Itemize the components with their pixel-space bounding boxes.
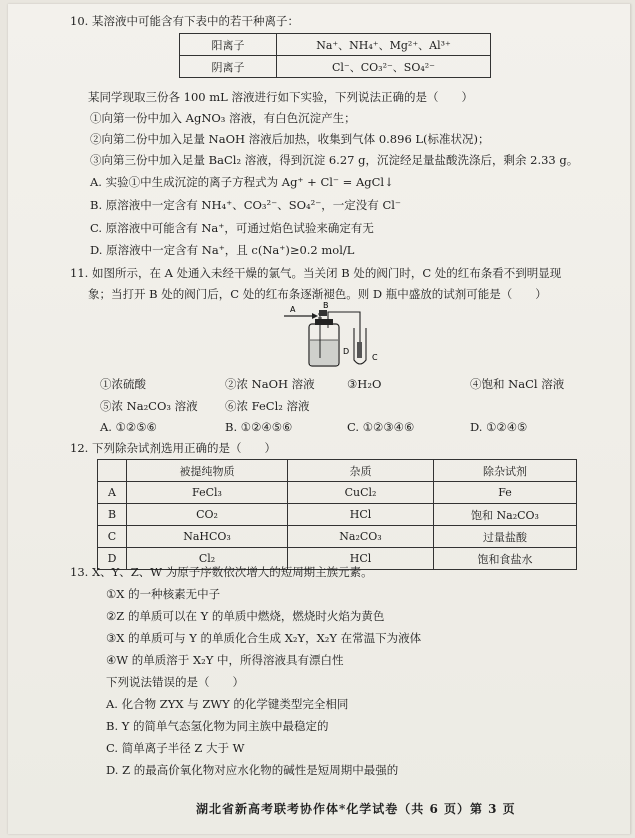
table-cell: B: [98, 504, 127, 526]
q10-option-b: B. 原溶液中一定含有 NH₄⁺、CO₃²⁻、SO₄²⁻，一定没有 Cl⁻: [90, 198, 402, 212]
table-cell: D: [98, 548, 127, 570]
q10-step-3: ③向第三份中加入足量 BaCl₂ 溶液，得到沉淀 6.27 g，沉淀经足量盐酸洗涤后，剩余 2.33 g。: [90, 153, 579, 167]
label-d: D: [343, 347, 350, 356]
q10-option-a: A. 实验①中生成沉淀的离子方程式为 Ag⁺ + Cl⁻ = AgCl↓: [90, 175, 394, 189]
table-cell: NaHCO₃: [127, 526, 288, 548]
q10-step-2: ②向第二份中加入足量 NaOH 溶液后加热，收集到气体 0.896 L(标准状况)；: [90, 132, 490, 146]
q11-reagent-1: ①浓硫酸: [100, 377, 146, 391]
table-row: [98, 504, 577, 526]
q11-option-d: D. ①②④⑤: [470, 420, 528, 434]
table-cell: Fe: [434, 482, 577, 504]
q11-option-a: A. ①②⑤⑥: [100, 420, 157, 434]
q11-option-c: C. ①②③④⑥: [347, 420, 415, 434]
q13-stem: 13. X、Y、Z、W 为原子序数依次增大的短周期主族元素。: [70, 565, 373, 579]
q13-option-a: A. 化合物 ZYX 与 ZWY 的化学键类型完全相同: [106, 697, 349, 711]
q11-reagent-4: ④饱和 NaCl 溶液: [470, 377, 565, 391]
table-row: [180, 34, 491, 56]
bottle-liquid: [310, 340, 338, 365]
table-row: [98, 482, 577, 504]
q10-option-d: D. 原溶液中一定含有 Na⁺，且 c(Na⁺)≥0.2 mol/L: [90, 243, 355, 257]
q13-fact-3: ③X 的单质可与 Y 的单质化合生成 X₂Y，X₂Y 在常温下为液体: [106, 631, 422, 645]
q13-option-c: C. 简单离子半径 Z 大于 W: [106, 741, 245, 755]
q11-option-b: B. ①②④⑤⑥: [225, 420, 293, 434]
label-c: C: [372, 353, 378, 362]
q13-option-b: B. Y 的简单气态氢化物为同主族中最稳定的: [106, 719, 329, 733]
table-cell: 饱和 Na₂CO₃: [434, 504, 577, 526]
q10-step-1: ①向第一份中加入 AgNO₃ 溶液，有白色沉淀产生；: [90, 111, 356, 125]
q10-cation-ions: Na⁺、NH₄⁺、Mg²⁺、Al³⁺: [277, 34, 491, 56]
q13-fact-4: ④W 的单质溶于 X₂Y 中，所得溶液具有漂白性: [106, 653, 344, 667]
table-row: [98, 460, 577, 482]
q13-fact-2: ②Z 的单质可以在 Y 的单质中燃烧，燃烧时火焰为黄色: [106, 609, 385, 623]
table-header-cell: [98, 460, 127, 482]
table-row: [180, 56, 491, 78]
q11-stem-line-2: 象；当打开 B 处的阀门后，C 处的红布条逐渐褪色。则 D 瓶中盛放的试剂可能是（ ）: [88, 287, 547, 301]
q13-option-d: D. Z 的最高价氧化物对应水化物的碱性是短周期中最强的: [106, 763, 399, 777]
red-cloth-strip: [357, 342, 362, 358]
q12-stem: 12. 下列除杂试剂选用正确的是（ ）: [70, 441, 276, 455]
q11-reagent-2: ②浓 NaOH 溶液: [225, 377, 315, 391]
q10-intro: 某同学现取三份各 100 mL 溶液进行如下实验，下列说法正确的是（ ）: [88, 90, 473, 104]
table-cell: HCl: [288, 548, 434, 570]
q12-purification-table: [97, 459, 577, 570]
table-cell: 过量盐酸: [434, 526, 577, 548]
valve-b: [319, 310, 327, 316]
q11-reagent-3: ③H₂O: [347, 377, 382, 391]
gas-apparatus-diagram: [282, 302, 392, 374]
table-cell: Na₂CO₃: [288, 526, 434, 548]
q10-option-c: C. 原溶液中可能含有 Na⁺，可通过焰色试验来确定有无: [90, 221, 374, 235]
table-cell: C: [98, 526, 127, 548]
inlet-arrowhead: [312, 313, 318, 319]
table-cell: Cl₂: [127, 548, 288, 570]
table-header-cell: 除杂试剂: [434, 460, 577, 482]
table-cell: HCl: [288, 504, 434, 526]
label-b: B: [323, 302, 329, 310]
q10-anion-label: 阴离子: [180, 56, 277, 78]
q10-anion-ions: Cl⁻、CO₃²⁻、SO₄²⁻: [277, 56, 491, 78]
q11-reagent-5: ⑤浓 Na₂CO₃ 溶液: [100, 399, 198, 413]
q11-stem-line-1: 11. 如图所示，在 A 处通入未经干燥的氯气。当关闭 B 处的阀门时，C 处的红布条看不到明显现: [70, 266, 562, 280]
page-footer: 湖北省新高考联考协作体*化学试卷（共 6 页）第 3 页: [196, 802, 516, 816]
q10-cation-label: 阳离子: [180, 34, 277, 56]
q13-question: 下列说法错误的是（ ）: [106, 675, 244, 689]
table-header-cell: 被提纯物质: [127, 460, 288, 482]
table-cell: A: [98, 482, 127, 504]
label-a: A: [290, 305, 296, 314]
table-cell: 饱和食盐水: [434, 548, 577, 570]
q10-stem: 10. 某溶液中可能含有下表中的若干种离子：: [70, 14, 299, 28]
table-header-cell: 杂质: [288, 460, 434, 482]
q11-reagent-6: ⑥浓 FeCl₂ 溶液: [225, 399, 310, 413]
table-cell: FeCl₃: [127, 482, 288, 504]
q10-ion-table: [179, 33, 491, 78]
table-row: [98, 526, 577, 548]
q13-fact-1: ①X 的一种核素无中子: [106, 587, 221, 601]
table-cell: CuCl₂: [288, 482, 434, 504]
table-cell: CO₂: [127, 504, 288, 526]
bottle-stopper: [315, 319, 333, 325]
